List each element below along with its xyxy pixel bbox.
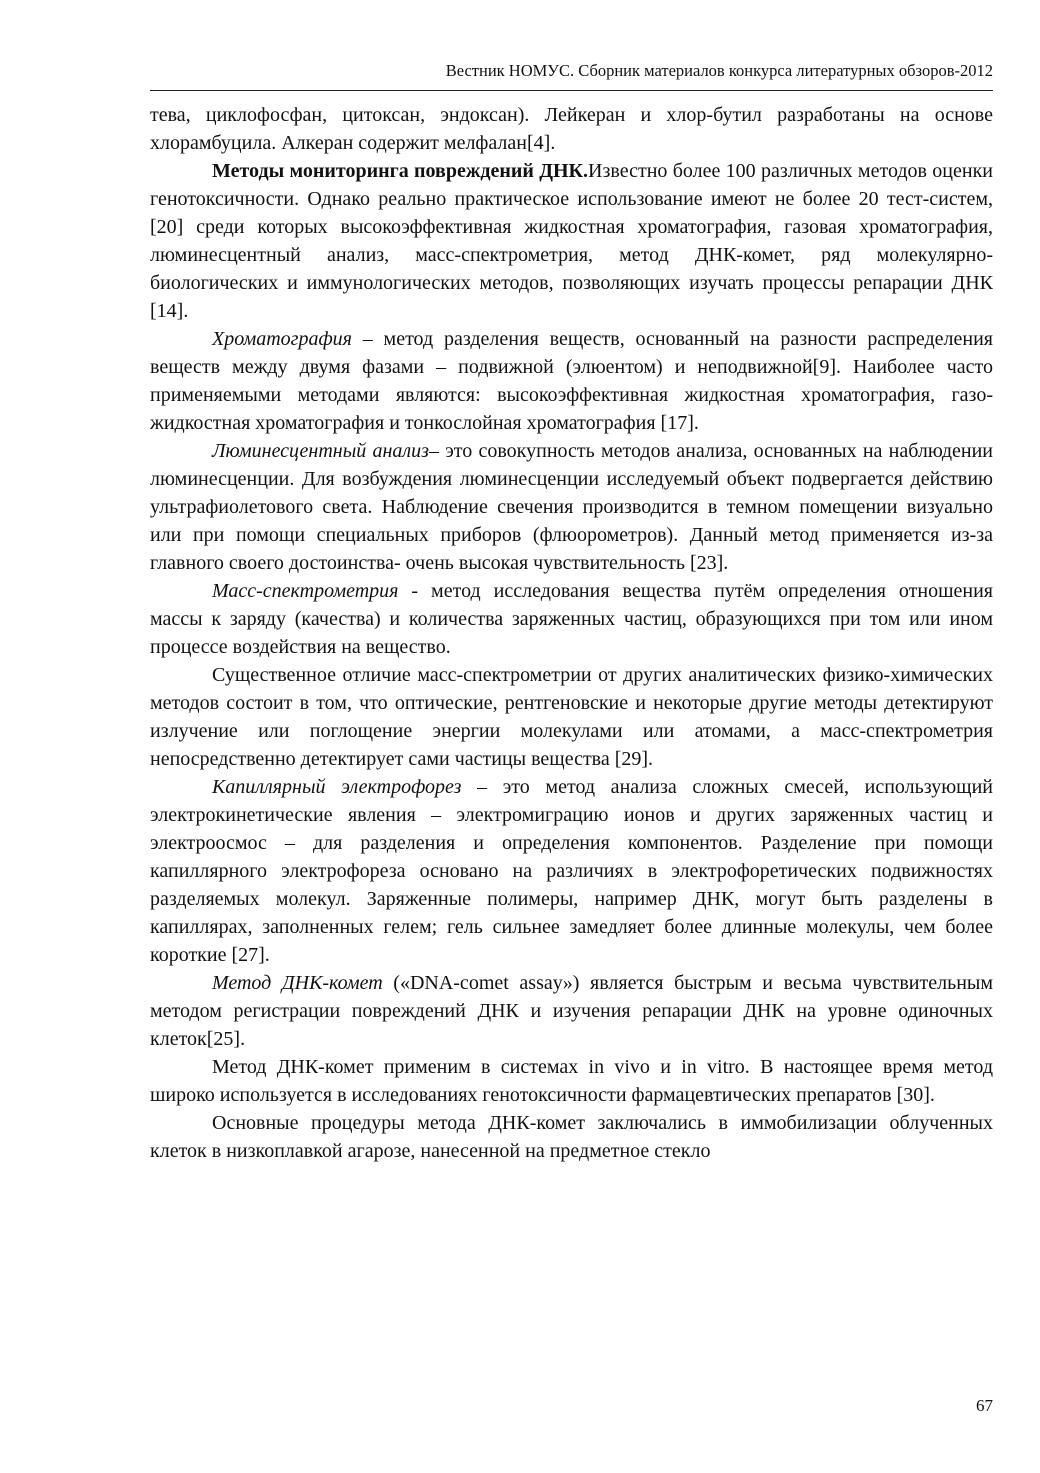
paragraph-comet-assay-procedure (150, 1109, 993, 1165)
term-luminescence-analysis: Люминесцентный анализ (212, 440, 429, 462)
paragraph-text: («DNA-comet assay») является быстрым и весьма чувствительным методом регистрации повреждений ДНК и изучения репарации ДНК на уровне одиночных клеток[25]. (150, 972, 993, 1050)
paragraph-mass-spectrometry (150, 577, 993, 661)
term-chromatography: Хроматография (212, 328, 352, 350)
paragraph-mass-spectrometry-difference (150, 661, 993, 773)
paragraph-text: Метод ДНК-комет применим в системах in vivo и in vitro. В настоящее время метод широко используется в исследованиях генотоксичности фармацевтических препаратов [30]. (150, 1056, 993, 1106)
running-header: Вестник НОМУС. Сборник материалов конкурса литературных обзоров-2012 (445, 61, 993, 80)
paragraph-luminescence (150, 437, 993, 577)
term-mass-spectrometry: Масс-спектрометрия (212, 580, 399, 602)
paragraph-comet-assay (150, 969, 993, 1053)
term-comet-assay: Метод ДНК-комет (212, 972, 383, 994)
paragraph-text: тева, циклофосфан, цитоксан, эндоксан). Лейкеран и хлор-бутил разработаны на основе хлорамбуцила. Алкеран содержит мелфалан[4]. (150, 104, 993, 154)
paragraph-text: Существенное отличие масс-спектрометрии от других аналитических физико-химических методов состоит в том, что оптические, рентгеновские и некоторые другие методы детектируют излучение или поглощение энергии молекулами или атомами, а масс-спектрометрия непосредственно детектирует сами частицы вещества [29]. (150, 664, 993, 770)
paragraph-text: - метод исследования вещества путём определения отношения массы к заряду (качества) и количества заряженных частиц, образующихся при том или ином процессе воздействия на вещество. (150, 580, 993, 658)
paragraph-dna-damage-methods (150, 157, 993, 325)
header-divider (150, 90, 993, 91)
term-capillary-electrophoresis: Капиллярный электрофорез (212, 776, 462, 798)
page-number: 67 (976, 1396, 993, 1415)
paragraph-capillary-electrophoresis (150, 773, 993, 969)
paragraph-text: Известно более 100 различных методов оценки генотоксичности. Однако реально практическое использование имеют не более 20 тест-систем, [20] среди которых высокоэффективная жидкостная хроматография, газовая хроматография, люминесцентный анализ, масс-спектрометрия, метод ДНК-комет, ряд молекулярно-биологических и иммунологических методов, позволяющих изучать процессы репарации ДНК [14]. (150, 160, 993, 322)
paragraph-text: Основные процедуры метода ДНК-комет заключались в иммобилизации облученных клеток в низкоплавкой агарозе, нанесенной на предметное стекло (150, 1112, 993, 1162)
paragraph-text: – это совокупность методов анализа, основанных на наблюдении люминесценции. Для возбуждения люминесценции исследуемый объект подвергается действию ультрафиолетового света. Наблюдение свечения производится в темном помещении визуально или при помощи специальных приборов (флюорометров). Данный метод применяется из-за главного своего достоинства- очень высокая чувствительность [23]. (150, 440, 993, 574)
paragraph-comet-assay-applications (150, 1053, 993, 1109)
paragraph-text: – это метод анализа сложных смесей, использующий электрокинетические явления – электромиграцию ионов и других заряженных частиц и электроосмос – для разделения и определения компонентов. Разделение при помощи капиллярного электрофореза основано на различиях в электрофоретических подвижностях разделяемых молекул. Заряженные полимеры, например ДНК, могут быть разделены в капиллярах, заполненных гелем; гель сильнее замедляет более длинные молекулы, чем более короткие [27]. (150, 776, 993, 966)
paragraph-continuation (150, 101, 993, 157)
section-heading: Методы мониторинга повреждений ДНК. (212, 160, 589, 182)
paragraph-chromatography (150, 325, 993, 437)
article-body (150, 101, 993, 1165)
paragraph-text: – метод разделения веществ, основанный на разности распределения веществ между двумя фазами – подвижной (элюентом) и неподвижной[9]. Наиболее часто применяемыми методами являются: высокоэффективная жидкостная хроматография, газо-жидкостная хроматография и тонкослойная хроматография [17]. (150, 328, 993, 434)
